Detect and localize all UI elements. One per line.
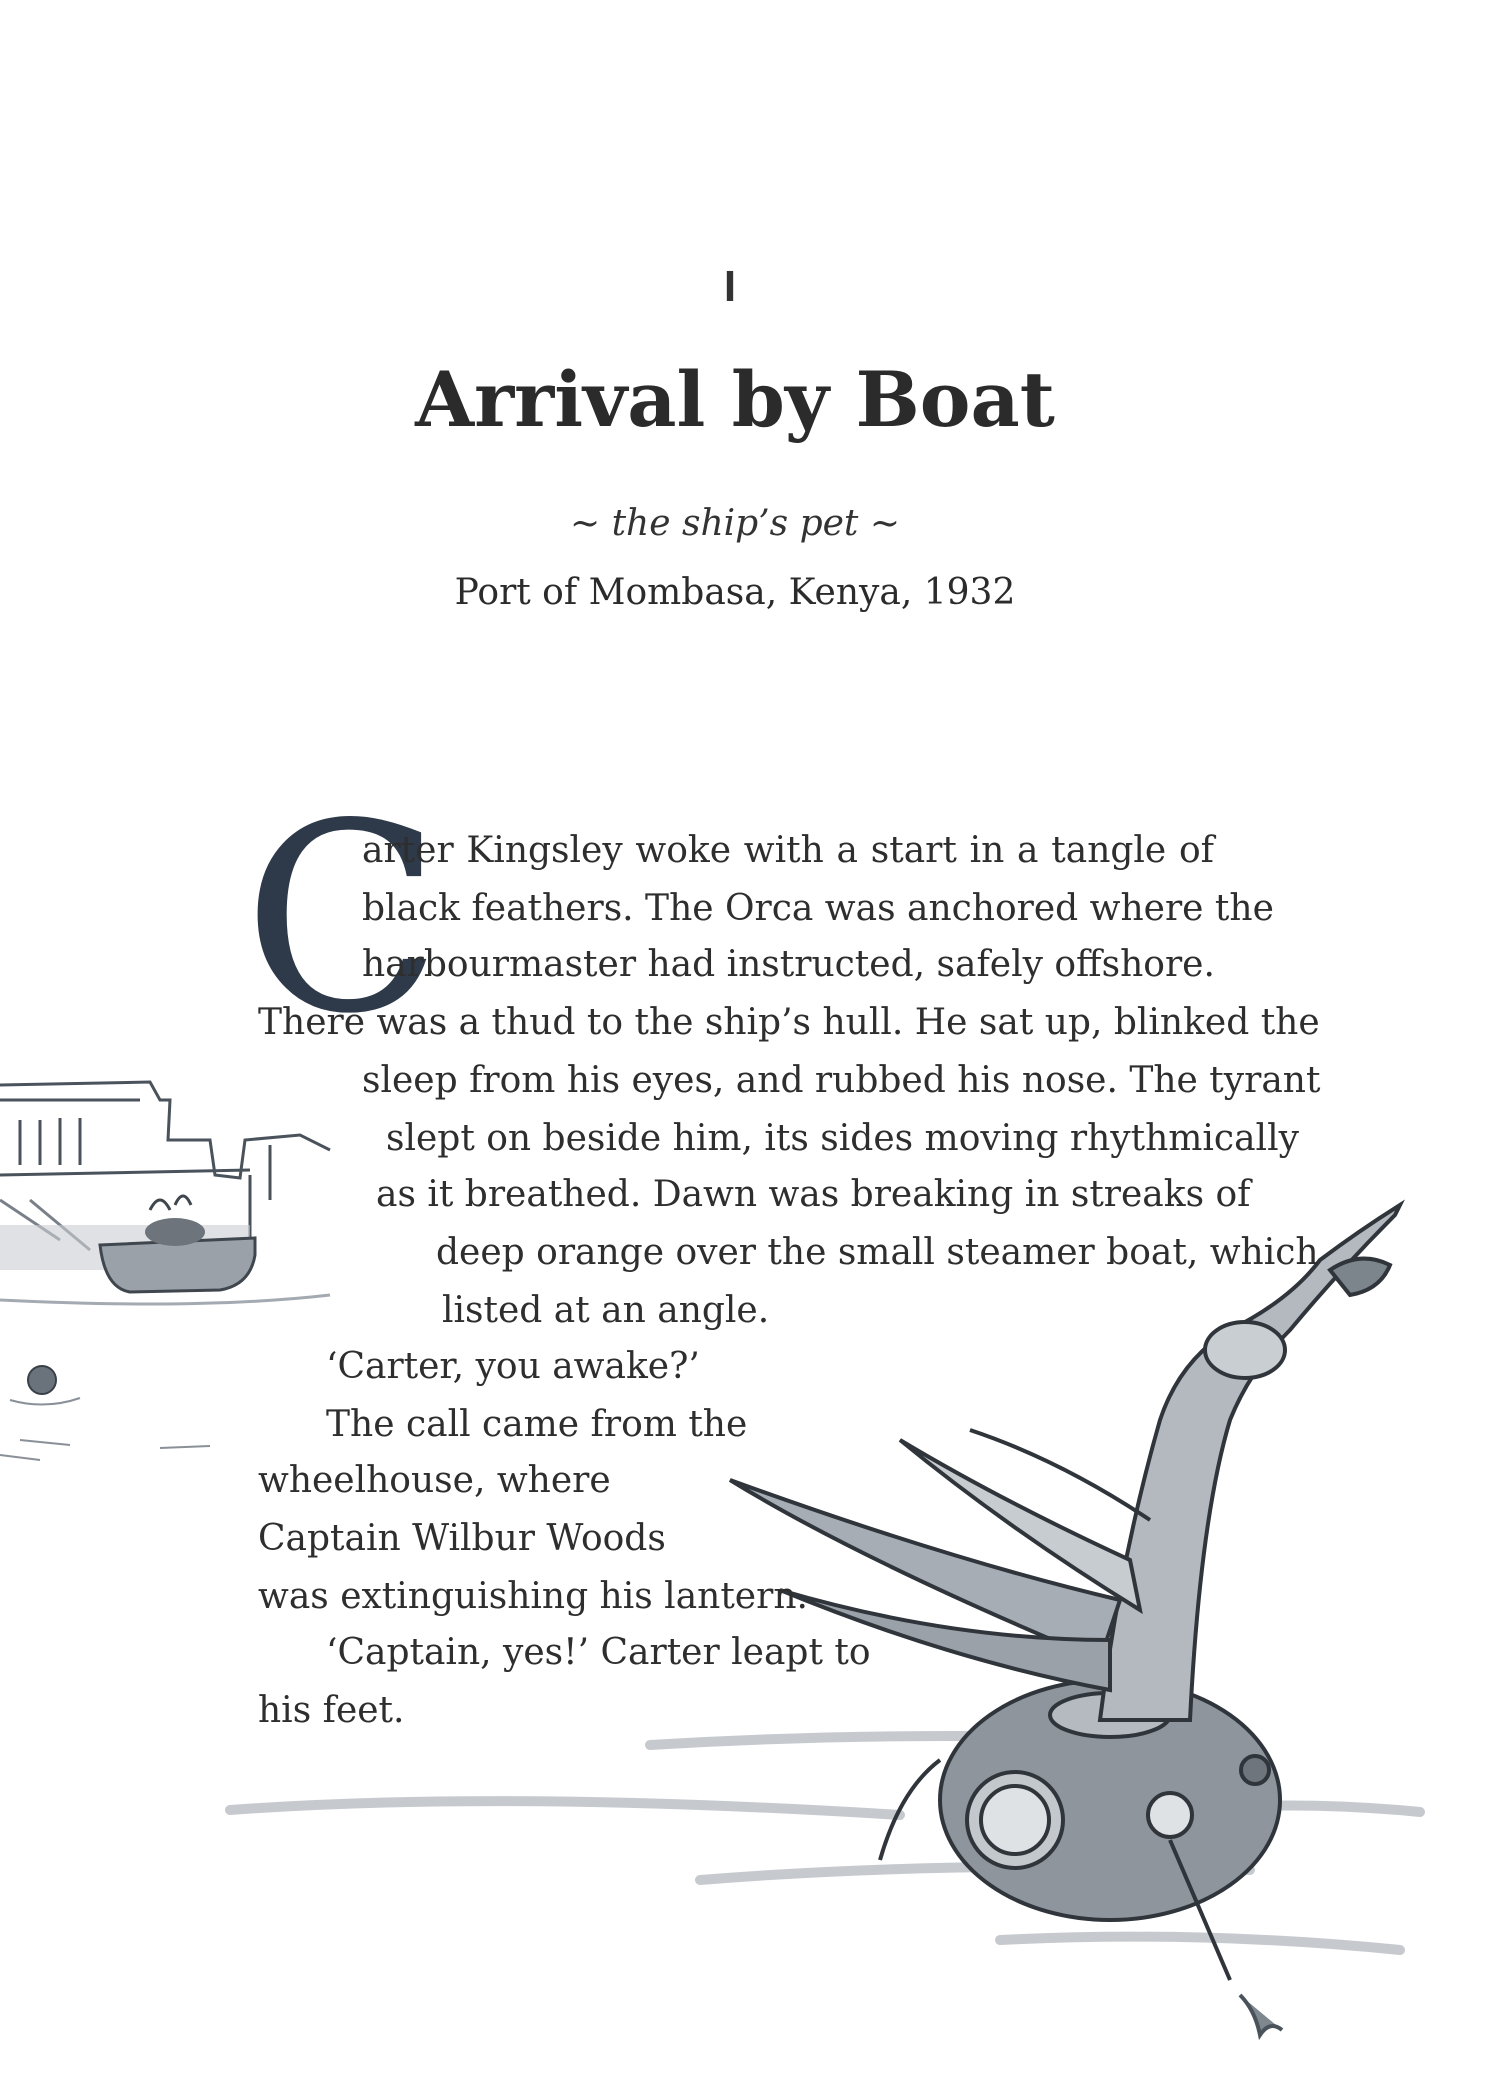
small-fish <box>1240 1995 1282 2035</box>
body-line: harbourmaster had instructed, safely offshore. <box>362 944 1215 985</box>
drop-cap: C <box>243 769 442 1071</box>
body-line: wheelhouse, where <box>258 1460 611 1501</box>
body-line: deep orange over the small steamer boat, which <box>436 1232 1319 1273</box>
body-line: as it breathed. Dawn was breaking in streaks of <box>376 1174 1251 1215</box>
body-line: slept on beside him, its sides moving rhythmically <box>386 1118 1299 1159</box>
body-line: arter Kingsley woke with a start in a tangle of <box>362 830 1214 871</box>
shoreline-stroke <box>0 1295 330 1304</box>
chapter-location: Port of Mombasa, Kenya, 1932 <box>454 572 1016 613</box>
chapter-subtitle: ~ the ship’s pet ~ <box>569 503 900 544</box>
body-line: Captain Wilbur Woods <box>258 1518 666 1559</box>
body-line: There was a thud to the ship’s hull. He sat up, blinked the <box>258 1002 1320 1043</box>
rowing-boat <box>100 1196 255 1292</box>
chapter-title: Arrival by Boat <box>415 355 1055 444</box>
body-line: his feet. <box>258 1690 405 1731</box>
body-line: ‘Carter, you awake?’ <box>326 1346 700 1387</box>
body-line: sleep from his eyes, and rubbed his nose. The tyrant <box>362 1060 1321 1101</box>
body-line: black feathers. The Orca was anchored where the <box>362 888 1274 929</box>
body-line: was extinguishing his lantern. <box>258 1576 808 1617</box>
body-line: The call came from the <box>326 1404 748 1445</box>
small-buoy <box>0 1366 210 1460</box>
chapter-number: I <box>723 262 737 311</box>
body-line: listed at an angle. <box>442 1290 770 1331</box>
body-line: ‘Captain, yes!’ Carter leapt to <box>326 1632 871 1673</box>
